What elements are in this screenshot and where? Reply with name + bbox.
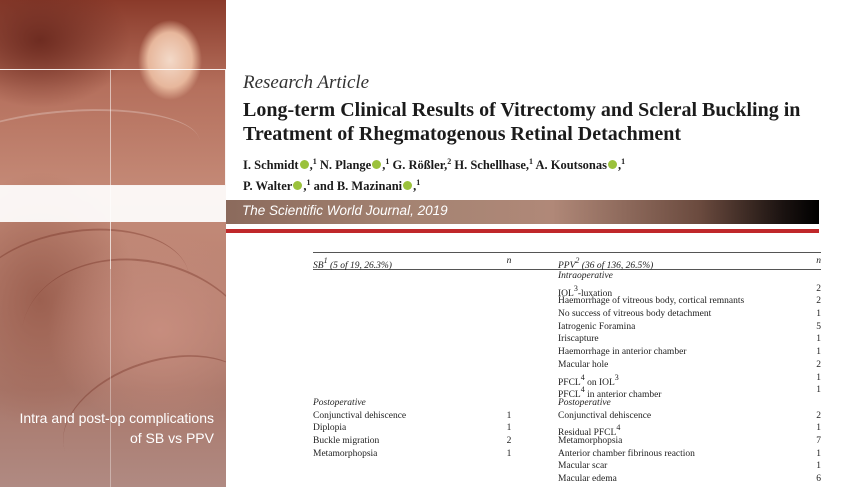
cell-ppv: Metamorphopsia xyxy=(558,435,623,446)
footnote-mark: 4 xyxy=(580,372,585,382)
cell-ppv: Haemorrhage of vitreous body, cortical remnants xyxy=(558,296,745,307)
cell-n-sb xyxy=(463,473,555,486)
table-row xyxy=(313,346,821,359)
table-row xyxy=(313,295,821,308)
caption-line: Intra and post-op complications xyxy=(19,410,214,426)
orcid-icon xyxy=(372,160,381,169)
cell-n-ppv: 1 xyxy=(816,448,821,459)
cell-n-ppv: 1 xyxy=(816,372,821,383)
author-name: I. Schmidt xyxy=(243,158,299,172)
author-line: I. Schmidt ,$^1$ N. Plange ,$^1$ G. Rößler,$^2$ H. Schellhase,$^1$ A. Koutsonas ,$^1$ xyxy=(243,157,626,172)
cell-sb xyxy=(313,359,463,372)
affiliation-mark: 1 xyxy=(621,157,626,166)
cell-n-sb: 1 xyxy=(506,448,512,459)
cell-sb: Diplopia xyxy=(313,423,347,434)
affiliation-mark: 1 xyxy=(312,157,317,166)
journal-name: The Scientific World Journal, 2019 xyxy=(242,203,448,218)
cell-sb xyxy=(313,372,463,385)
accent-rule xyxy=(226,229,819,233)
cell-n-sb: 1 xyxy=(506,423,512,434)
table-header xyxy=(313,255,821,271)
cell-n-sb xyxy=(463,308,555,321)
cell-n-ppv: 1 xyxy=(816,385,821,396)
cell-n-ppv: 1 xyxy=(816,347,821,358)
author-list xyxy=(243,153,843,195)
cell-ppv: Iriscapture xyxy=(558,334,599,345)
cell-ppv: PFCL$^4$ on IOL$^3$ xyxy=(558,372,619,388)
cell-n-ppv: 2 xyxy=(816,359,821,370)
table-row xyxy=(313,473,821,486)
table-row xyxy=(313,283,821,299)
cell-n-ppv xyxy=(805,397,821,410)
cell-ppv: Intraoperative xyxy=(558,271,613,281)
cell-ppv: Conjunctival dehiscence xyxy=(558,410,652,421)
cell-n-sb xyxy=(463,397,555,410)
cell-n-ppv: 2 xyxy=(816,296,821,307)
cell-sb xyxy=(313,460,463,473)
table-row xyxy=(313,422,821,439)
cell-n-sb: 2 xyxy=(506,435,512,446)
cell-n-ppv: 1 xyxy=(816,423,821,434)
table-row xyxy=(313,384,821,401)
cell-n-ppv: 6 xyxy=(816,474,821,484)
cell-ppv: Iatrogenic Foramina xyxy=(558,321,636,332)
complications-table xyxy=(313,252,821,487)
table-body xyxy=(313,270,821,486)
cell-sb: Metamorphopsia xyxy=(313,448,378,459)
footnote-mark: 3 xyxy=(614,372,619,382)
author-name: G. Rößler, xyxy=(392,158,448,172)
table-row xyxy=(313,410,821,423)
cell-sb: Postoperative xyxy=(313,397,366,408)
cell-ppv: Macular edema xyxy=(558,474,617,484)
table-row xyxy=(313,397,821,410)
author-name: A. Koutsonas xyxy=(535,158,607,172)
cell-n-sb xyxy=(463,270,555,283)
table-row xyxy=(313,435,821,448)
table-row xyxy=(313,308,821,321)
orcid-icon xyxy=(300,160,309,169)
affiliation-mark: 2 xyxy=(447,157,452,166)
footnote-mark: 4 xyxy=(616,423,621,433)
cell-sb xyxy=(313,346,463,359)
cell-n-ppv: 2 xyxy=(816,410,821,421)
cell-sb: Buckle migration xyxy=(313,435,380,446)
header-sb: $SB^1$ (5 of 19, 26.3%) xyxy=(313,256,392,271)
cell-sb xyxy=(313,473,463,486)
author-name: and B. Mazinani xyxy=(313,179,403,193)
table-row xyxy=(313,270,821,283)
fundus-image-panel xyxy=(0,0,226,487)
cell-n-ppv: 7 xyxy=(816,435,821,446)
affiliation-mark: 1 xyxy=(385,157,390,166)
cell-n-sb xyxy=(463,372,555,385)
cell-ppv: Postoperative xyxy=(558,397,611,408)
table-row xyxy=(313,333,821,346)
table-row xyxy=(313,321,821,334)
cell-n-ppv xyxy=(805,270,821,283)
cell-sb xyxy=(313,384,463,397)
affiliation-mark: 1 xyxy=(529,157,534,166)
footnote-mark: 4 xyxy=(580,385,585,395)
cell-sb xyxy=(313,308,463,321)
caption-line: of SB vs PPV xyxy=(129,430,214,446)
cell-sb xyxy=(313,295,463,308)
cell-n-ppv: 2 xyxy=(816,283,821,294)
cell-n-sb xyxy=(463,359,555,372)
orcid-icon xyxy=(293,181,302,190)
header-ppv: PPV$^2$ (36 of 136, 26.5%) xyxy=(558,256,654,271)
header-n: n xyxy=(506,256,512,266)
cell-n-sb xyxy=(463,283,555,296)
affiliation-mark: 1 xyxy=(306,178,311,187)
cell-sb xyxy=(313,270,463,283)
image-frame xyxy=(0,69,226,186)
cell-n-ppv: 1 xyxy=(816,461,821,472)
affiliation-mark: 1 xyxy=(416,178,421,187)
cell-ppv: No success of vitreous body detachment xyxy=(558,309,712,320)
cell-n-sb xyxy=(463,321,555,334)
article-title: Long-term Clinical Results of Vitrectomy and Scleral Buckling in Treatment of Rhegmatogenous Retinal Detachment xyxy=(243,99,801,145)
cell-n-ppv: 1 xyxy=(816,309,821,320)
cell-n-sb xyxy=(463,460,555,473)
table-rule xyxy=(313,252,821,253)
cell-ppv: IOL$^3$-luxation xyxy=(558,283,613,299)
cell-n-sb: 1 xyxy=(506,410,512,421)
cell-sb xyxy=(313,333,463,346)
footnote-mark: 3 xyxy=(573,283,578,293)
cell-sb xyxy=(313,283,463,296)
journal-banner xyxy=(226,200,819,224)
cell-ppv: Anterior chamber fibrinous reaction xyxy=(558,448,695,459)
table-row xyxy=(313,372,821,388)
cell-n-ppv: 5 xyxy=(816,321,821,332)
cell-ppv: Macular hole xyxy=(558,359,609,370)
table-row xyxy=(313,448,821,461)
cell-sb xyxy=(313,321,463,334)
orcid-icon xyxy=(403,181,412,190)
orcid-icon xyxy=(608,160,617,169)
section-label: Research Article xyxy=(243,72,370,93)
cell-n-sb xyxy=(463,384,555,397)
table-row xyxy=(313,359,821,372)
header-n: n xyxy=(816,256,821,266)
cell-ppv: Haemorrhage in anterior chamber xyxy=(558,347,687,358)
cell-n-sb xyxy=(463,346,555,359)
cell-n-ppv: 1 xyxy=(816,334,821,345)
cell-n-sb xyxy=(463,295,555,308)
cell-ppv: Macular scar xyxy=(558,461,608,472)
author-name: N. Plange xyxy=(319,158,372,172)
cell-ppv: PFCL$^4$ in anterior chamber xyxy=(558,385,662,401)
cell-ppv: Residual PFCL$^4$ xyxy=(558,423,621,439)
author-line: P. Walter ,$^1$ and B. Mazinani ,$^1$ xyxy=(243,178,421,193)
table-row xyxy=(313,460,821,473)
image-separator-band xyxy=(0,186,226,222)
cell-sb: Conjunctival dehiscence xyxy=(313,410,407,421)
author-name: P. Walter xyxy=(243,179,293,193)
slide-caption xyxy=(0,408,214,448)
author-name: H. Schellhase, xyxy=(454,158,530,172)
cell-n-sb xyxy=(463,333,555,346)
